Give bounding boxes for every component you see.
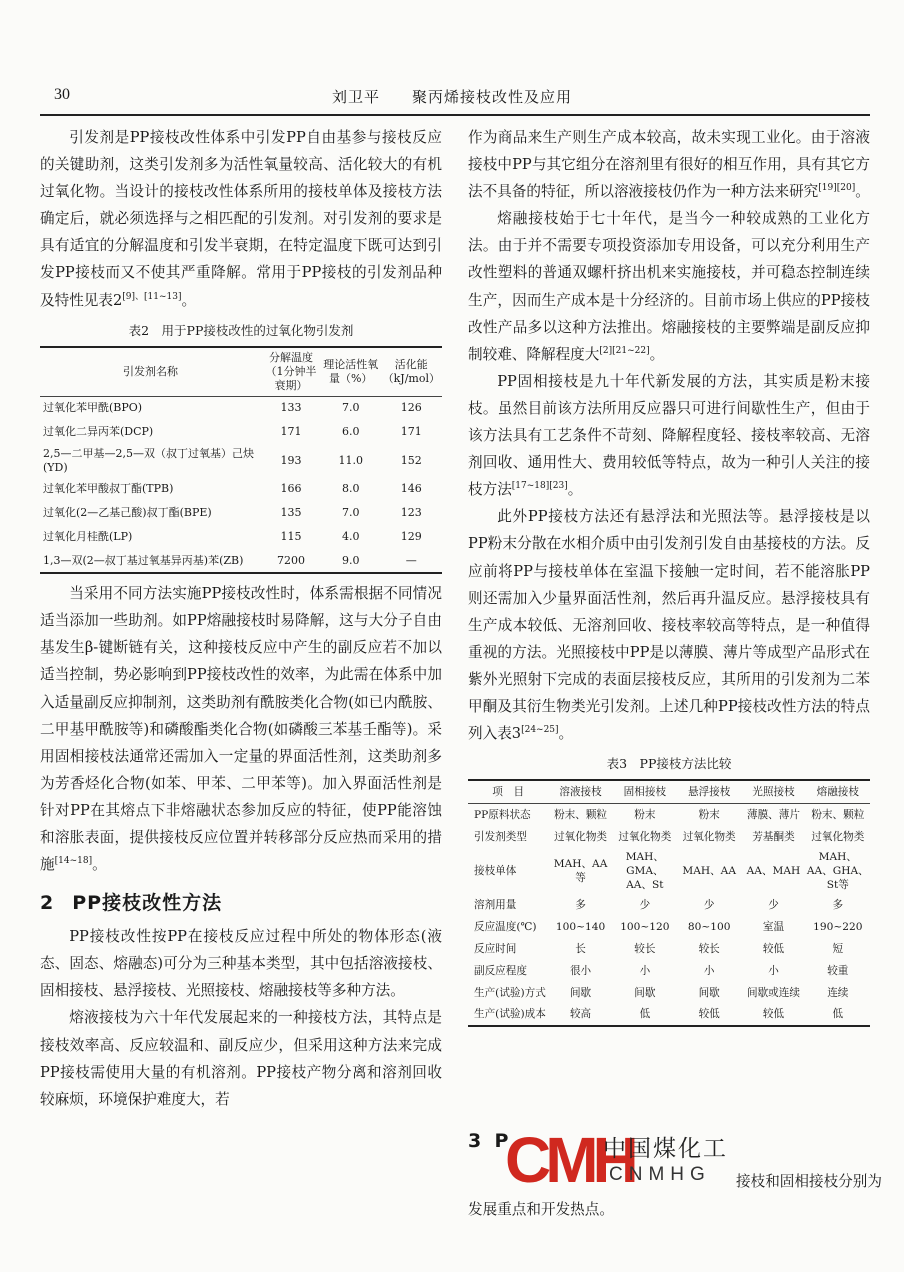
value-cell: 6.0 [341,425,360,439]
value-cell: 171 [400,425,422,439]
table-row [40,444,442,477]
value-cell: 少 [639,898,651,911]
value-cell: AA、MAH [746,864,801,877]
citation: [14~18] [54,856,93,867]
value-cell: 粉末、颗粒 [554,808,608,821]
table2-body [40,396,442,573]
value-cell: 9.0 [341,553,360,567]
value-cell: 171 [280,425,302,439]
value-cell: 连续 [827,986,849,999]
item-label-cell: 副反应程度 [474,964,527,977]
value-cell: 190~220 [813,920,863,933]
value-cell: 粉末、颗粒 [811,808,865,821]
value-cell: MAH、AA [682,864,736,877]
paragraph-solution-grafting: 熔液接枝为六十年代发展起来的一种接枝方法，其特点是接枝效率高、反应较温和、副反应少，但采用这种方法来完成PP接枝需使用大量的有机溶剂。PP接枝产物分离和溶剂回收较麻烦，环境保护难度大，若 [40,1009,442,1108]
value-cell: 152 [400,453,422,467]
table-header: 悬浮接枝 [677,780,741,804]
value-cell: 少 [703,898,715,911]
paragraph-additives: 当采用不同方法实施PP接枝改性时，体系需根据不同情况适当添加一些助剂。如PP熔融接枝时易降解，这与大分子自由基发生β-键断链有关，这种接枝反应中产生的副反应若不加以适当控制，势必影响到PP接枝改性的效率，为此需在体系中加入适量副反应抑制剂，这类助剂有酰胺类化合物(如已内酰胺、二甲基甲酰胺等)和磷酸酯类化合物(如磷酸三苯基壬酯等)。采用固相接枝法通常还需加入一定量的界面活性剂，这类助剂多为芳香烃化合物(如苯、甲苯、二甲苯等)。加入界面活性剂是针对PP在其熔点下非熔融状态参加反应的特征，使PP能溶蚀和溶胀表面，提供接枝反应位置并转移部分反应热而采用的措施[14~18]。 [40,585,442,874]
value-cell: 低 [639,1008,651,1021]
item-label-cell: 溶剂用量 [474,898,517,911]
page-number: 30 [54,86,70,103]
item-label-cell: 引发剂类型 [474,830,527,843]
value-cell: 较长 [698,942,720,955]
initiator-name-cell: 过氧化二异丙苯(DCP) [43,425,154,439]
paragraph-methods: PP接枝改性按PP在接枝反应过程中所处的物体形态(液态、固态、熔融态)可分为三种基本类型，其中包括溶液接枝、固相接枝、悬浮接枝、光照接枝、熔融接枝等多种方法。 [40,928,442,1000]
table-row [40,501,442,525]
section3-line2: 发展重点和开发热点。 [468,1201,614,1218]
table-row [468,894,870,916]
table3-body [468,804,870,1026]
value-cell: 间歇 [634,986,656,999]
table-row [468,982,870,1004]
running-header [32,86,872,110]
watermark-logo [505,1126,735,1194]
value-cell: 166 [280,482,302,496]
value-cell: 较重 [827,964,849,977]
value-cell: 芳基酮类 [752,830,795,843]
paragraph-continued: 作为商品来生产则生产成本较高，故未实现工业化。由于溶液接枝中PP与其它组分在溶剂里有很好的相互作用，具有其它方法不具备的特征，所以溶液接枝仍作为一种方法来研究[19][20]。 [468,129,870,201]
value-cell: 短 [832,942,844,955]
value-cell: 80~100 [687,920,731,933]
value-cell: 较低 [698,1008,720,1021]
value-cell: 粉末 [634,808,656,821]
paragraph-solid-grafting: PP固相接枝是九十年代新发展的方法，其实质是粉末接枝。虽然目前该方法所用反应器只可进行间歇性生产，但由于该方法具有工艺条件不苛刻、降解程度轻、接枝率较高、无溶剂回收、通用性大、费用较低等特点，故为一种引人关注的接枝方法[17~18][23]。 [468,372,870,499]
watermark-cn: 中国煤化工 [603,1136,728,1162]
value-cell: 室温 [762,920,785,933]
watermark-mark: CMH [505,1124,633,1196]
value-cell: 粉末 [698,808,720,821]
initiator-name-cell: 2,5—二甲基—2,5—双（叔丁过氧基）己炔(YD) [43,446,254,474]
table-row [40,477,442,501]
table-row [40,525,442,549]
value-cell: 133 [280,401,302,415]
table-row [40,420,442,444]
value-cell: 较低 [762,942,785,955]
value-cell: 129 [400,530,422,544]
value-cell: 7.0 [341,506,360,520]
value-cell: 7200 [276,553,305,567]
initiator-name-cell: 过氧化月桂酰(LP) [43,530,133,544]
value-cell: MAH、AA、GHA、St等 [806,850,869,891]
item-label-cell: 生产(试验)成本 [474,1008,546,1021]
paragraph-initiator: 引发剂是PP接枝改性体系中引发PP自由基参与接枝反应的关键助剂，这类引发剂多为活性氧量较高、活化较大的有机过氧化物。当设计的接枝改性体系所用的接枝单体及接枝方法确定后，就必须选择与之相匹配的引发剂。对引发剂的要求是具有适宜的分解温度和引发半衰期，在特定温度下既可达到引发PP接枝而又不使其严重降解。常用于PP接枝的引发剂品种及特性见表2[9]、[11~13]。 [40,129,442,309]
item-label-cell: PP原料状态 [474,808,531,821]
value-cell: 7.0 [341,401,360,415]
table-header: 固相接枝 [613,780,677,804]
table2-caption: 表2 用于PP接枝改性的过氧化物引发剂 [128,322,354,338]
table-header: 活化能（kJ/mol） [381,347,442,397]
initiator-name-cell: 过氧化(2—乙基己酸)叔丁酯(BPE) [43,506,212,520]
right-column [468,124,870,1027]
value-cell: 较长 [634,942,656,955]
value-cell: 过氧化物类 [554,830,608,843]
value-cell: 多 [575,898,586,911]
value-cell: 过氧化物类 [618,830,672,843]
value-cell: 123 [400,506,422,520]
value-cell: 4.0 [341,530,360,544]
left-column [40,124,442,1113]
table-row [468,916,870,938]
table-row [468,938,870,960]
value-cell: 11.0 [338,453,363,467]
citation: [17~18][23] [511,481,568,492]
table-row [468,826,870,848]
table-row [468,848,870,894]
table-row [40,396,442,420]
value-cell: MAH、AA等 [553,857,608,884]
section-heading-2: 2 PP接枝改性方法 [40,892,223,915]
value-cell: — [405,553,417,567]
value-cell: 小 [639,964,651,977]
table-row [468,804,870,826]
table-header: 分解温度（1分钟半衰期） [261,347,321,397]
value-cell: 小 [768,964,779,977]
value-cell: 过氧化物类 [811,830,865,843]
value-cell: 8.0 [341,482,360,496]
table-header: 光照接枝 [741,780,805,804]
citation: [2][21~22] [599,345,650,356]
running-title: 刘卫平 聚丙烯接枝改性及应用 [331,88,572,106]
item-label-cell: 反应温度(℃) [474,920,537,933]
item-label-cell: 反应时间 [474,942,517,955]
value-cell: 过氧化物类 [682,830,736,843]
table-header: 溶液接枝 [548,780,612,804]
table-header: 项 目 [468,780,548,804]
value-cell: 很小 [569,964,592,977]
value-cell: MAH、GMA、AA、St [625,850,665,891]
watermark-en: CNMHG [609,1164,711,1185]
value-cell: 100~120 [620,920,670,933]
table-row [40,549,442,573]
item-label-cell: 接枝单体 [474,864,517,877]
citation: [24~25] [521,725,559,736]
initiator-name-cell: 1,3—双(2—叔丁基过氧基异丙基)苯(ZB) [43,553,244,567]
value-cell: 100~140 [555,920,606,933]
value-cell: 间歇 [698,986,720,999]
table-row [468,1004,870,1026]
value-cell: 146 [400,482,422,496]
value-cell: 193 [280,453,302,467]
value-cell: 较高 [569,1008,592,1021]
initiator-name-cell: 过氧化苯甲酰(BPO) [43,401,143,415]
section-heading-3: 3 P [468,1130,509,1152]
value-cell: 115 [280,530,302,544]
paragraph-other-methods: 此外PP接枝方法还有悬浮法和光照法等。悬浮接枝是以PP粉末分散在水相介质中由引发剂引发自由基接枝的方法。反应前将PP与接枝单体在室温下接触一定时间，若不能溶胀PP则还需加入少量界面活性剂，然后再升温反应。悬浮接枝具有生产成本较低、无溶剂回收、接枝率较高等特点，是一种值得重视的方法。光照接枝中PP是以薄膜、薄片等成型产品形式在紫外光照射下完成的表面层接枝反应，其所用的引发剂为二苯甲酮及其衍生物类光引发剂。上述几种PP接枝改性方法的特点列入表3[24~25]。 [468,508,870,743]
item-label-cell: 生产(试验)方式 [474,986,546,999]
header-rule [40,114,870,116]
table2 [40,346,442,575]
value-cell: 间歇或连续 [747,986,800,999]
value-cell: 低 [832,1008,844,1021]
initiator-name-cell: 过氧化苯甲酸叔丁酯(TPB) [43,482,174,496]
value-cell: 126 [400,401,422,415]
value-cell: 薄膜、薄片 [747,808,800,821]
table3 [468,779,870,1027]
value-cell: 长 [575,942,586,955]
value-cell: 少 [768,898,779,911]
section3-fragment: 接枝和固相接枝分别为 [736,1173,882,1190]
table3-caption: 表3 PP接枝方法比较 [606,756,732,772]
value-cell: 较低 [762,1008,785,1021]
table-header: 理论活性氧量（%） [321,347,381,397]
value-cell: 间歇 [569,986,592,999]
value-cell: 135 [280,506,302,520]
table-header: 引发剂名称 [40,347,261,397]
table-row [468,960,870,982]
citation: [9]、[11~13] [122,291,182,302]
table-header: 熔融接枝 [806,780,870,804]
value-cell: 多 [832,898,844,911]
citation: [19][20] [818,183,856,194]
paragraph-melt-grafting: 熔融接枝始于七十年代，是当今一种较成熟的工业化方法。由于并不需要专项投资添加专用设备，可以充分利用生产改性塑料的普通双螺杆挤出机来实施接枝，并可稳态控制连续生产，因而生产成本是十分经济的。目前市场上供应的PP接枝改性产品多以这种方法推出。熔融接枝的主要弊端是副反应抑制较难、降解程度大[2][21~22]。 [468,210,870,363]
value-cell: 小 [703,964,715,977]
